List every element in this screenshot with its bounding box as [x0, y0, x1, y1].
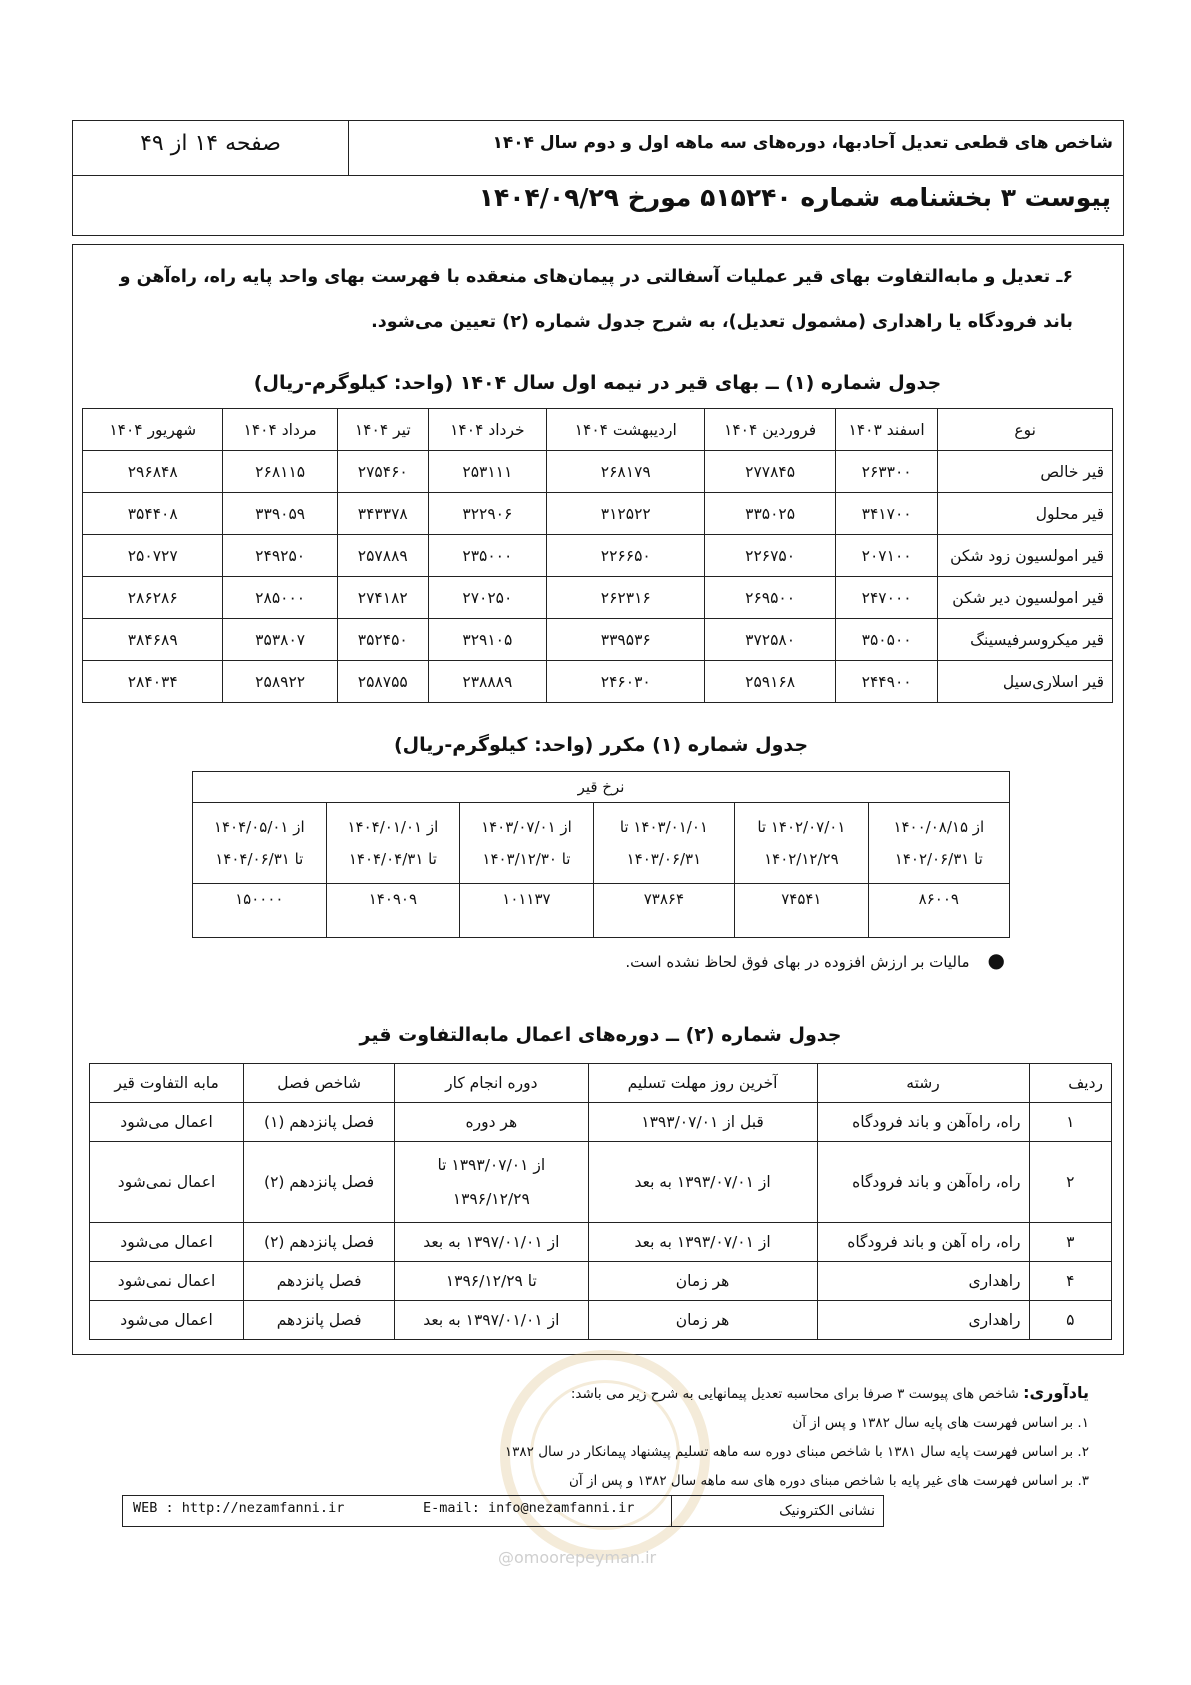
table-cell: ۲۷۴۱۸۲: [337, 577, 428, 619]
rate-value: ۷۳۸۶۴: [593, 884, 734, 938]
table-cell: ۲۵۰۷۲۷: [83, 535, 223, 577]
table-row: [83, 619, 1113, 661]
table-cell: ۲۶۲۳۱۶: [547, 577, 705, 619]
intro-line: ۶ـ تعدیل و مابه‌التفاوت بهای قیر عملیات آسفالتی در پیمان‌های منعقده با فهرست بهای واحد پایه راه، راه‌آهن و: [119, 267, 1073, 287]
work-period-cell: [395, 1142, 588, 1223]
row-number: ۳: [1029, 1223, 1111, 1262]
table-cell: ۲۵۸۹۲۲: [223, 661, 338, 703]
result-cell: اعمال می‌شود: [90, 1103, 244, 1142]
table-cell: ۲۲۶۷۵۰: [705, 535, 835, 577]
field-cell: راه، راه‌آهن و باند فرودگاه: [817, 1103, 1029, 1142]
table1-title: جدول شماره (۱) ــ بهای قیر در نیمه اول سال ۱۴۰۴ (واحد: کیلوگرم-ریال): [253, 372, 942, 394]
reminder-item: ۳. بر اساس فهرست های غیر پایه با شاخص مبنای دوره های سه ماهه سال ۱۳۸۲ و پس از آن: [569, 1473, 1089, 1489]
row-number: ۲: [1029, 1142, 1111, 1223]
column-header: نوع: [938, 409, 1113, 451]
table-header-row: [83, 409, 1113, 451]
column-header: شهریور ۱۴۰۴: [83, 409, 223, 451]
column-header: مرداد ۱۴۰۴: [223, 409, 338, 451]
reminder-item: ۲. بر اساس فهرست پایه سال ۱۳۸۱ با شاخص مبنای دوره سه ماهه تسلیم پیشنهاد پیمانکار در سال ۱۳۸۲: [504, 1444, 1089, 1460]
table-row: [83, 535, 1113, 577]
column-header: خرداد ۱۴۰۴: [428, 409, 546, 451]
table2-title: جدول شماره (۲) ــ دوره‌های اعمال مابه‌التفاوت قیر: [359, 1024, 842, 1046]
table-cell: ۲۸۵۰۰۰: [223, 577, 338, 619]
period-from: از ۱۴۰۴/۰۱/۰۱: [347, 818, 439, 836]
column-header: تیر ۱۴۰۴: [337, 409, 428, 451]
page-number: صفحه ۱۴ از ۴۹: [140, 131, 281, 156]
bitumen-difference-periods-table: [89, 1063, 1112, 1340]
deadline-cell: از ۱۳۹۳/۰۷/۰۱ به بعد: [588, 1142, 817, 1223]
website-link[interactable]: WEB : http://nezamfanni.ir: [133, 1500, 345, 1516]
bullet-icon: ●: [987, 948, 1005, 972]
table-row: [83, 493, 1113, 535]
rate-value: ۷۴۵۴۱: [735, 884, 869, 938]
deadline-cell: هر زمان: [588, 1262, 817, 1301]
deadline-cell: هر زمان: [588, 1301, 817, 1340]
bitumen-type: قیر خالص: [938, 451, 1113, 493]
column-header: آخرین روز مهلت تسلیم: [588, 1064, 817, 1103]
period-cell: [193, 803, 327, 884]
field-cell: راه، راه‌آهن و باند فرودگاه: [817, 1142, 1029, 1223]
watermark: @omoorepeyman.ir: [498, 1548, 657, 1567]
bitumen-rate-table: [192, 771, 1010, 938]
table-cell: ۳۸۴۶۸۹: [83, 619, 223, 661]
table-cell: ۲۶۸۱۱۵: [223, 451, 338, 493]
table-cell: ۲۴۴۹۰۰: [835, 661, 938, 703]
table-cell: ۲۷۷۸۴۵: [705, 451, 835, 493]
result-cell: اعمال نمی‌شود: [90, 1142, 244, 1223]
work-period-line: ۱۳۹۶/۱۲/۲۹: [452, 1190, 530, 1208]
page-number-box: [73, 121, 349, 175]
table-row: [90, 1301, 1112, 1340]
work-period-cell: هر دوره: [395, 1103, 588, 1142]
table-row: [83, 577, 1113, 619]
table-cell: ۳۵۲۴۵۰: [337, 619, 428, 661]
index-cell: فصل پانزدهم (۲): [244, 1142, 395, 1223]
period-to: تا ۱۴۰۴/۰۶/۳۱: [215, 850, 304, 868]
reminder-item: ۱. بر اساس فهرست های پایه سال ۱۳۸۲ و پس از آن: [792, 1415, 1089, 1431]
field-cell: راهداری: [817, 1262, 1029, 1301]
table-row: [90, 1223, 1112, 1262]
row-number: ۱: [1029, 1103, 1111, 1142]
group-header: نرخ قیر: [193, 772, 1010, 803]
appendix-title: پیوست ۳ بخشنامه شماره ۵۱۵۲۴۰ مورخ ۱۴۰۴/۰۹/۲۹: [478, 183, 1111, 212]
table-row: [90, 1103, 1112, 1142]
table-cell: ۲۷۰۲۵۰: [428, 577, 546, 619]
table-cell: ۲۴۶۰۳۰: [547, 661, 705, 703]
reminder-label: یادآوری:: [1023, 1383, 1089, 1402]
table-cell: ۲۶۸۱۷۹: [547, 451, 705, 493]
rate-value: ۸۶۰۰۹: [868, 884, 1009, 938]
intro-line: باند فرودگاه یا راهداری (مشمول تعدیل)، به شرح جدول شماره (۲) تعیین می‌شود.: [371, 312, 1073, 332]
period-cell: [326, 803, 460, 884]
table-cell: ۲۹۶۸۴۸: [83, 451, 223, 493]
deadline-cell: قبل از ۱۳۹۳/۰۷/۰۱: [588, 1103, 817, 1142]
column-header: ردیف: [1029, 1064, 1111, 1103]
period-row: [193, 803, 1010, 884]
table-cell: ۲۳۵۰۰۰: [428, 535, 546, 577]
table-cell: ۳۲۲۹۰۶: [428, 493, 546, 535]
table-cell: ۳۵۳۸۰۷: [223, 619, 338, 661]
rate-value: ۱۵۰۰۰۰: [193, 884, 327, 938]
rate-value: ۱۰۱۱۳۷: [460, 884, 594, 938]
table-cell: ۲۵۸۷۵۵: [337, 661, 428, 703]
bitumen-type: قیر محلول: [938, 493, 1113, 535]
table-cell: ۲۲۶۶۵۰: [547, 535, 705, 577]
work-period-cell: از ۱۳۹۷/۰۱/۰۱ به بعد: [395, 1223, 588, 1262]
period-from: ۱۴۰۳/۰۱/۰۱ تا: [619, 818, 708, 836]
index-cell: فصل پانزدهم: [244, 1262, 395, 1301]
period-cell: [735, 803, 869, 884]
table-cell: ۲۸۴۰۳۴: [83, 661, 223, 703]
table-cell: ۲۸۶۲۸۶: [83, 577, 223, 619]
table-row: [83, 661, 1113, 703]
table-row: [83, 451, 1113, 493]
period-from: از ۱۴۰۴/۰۵/۰۱: [213, 818, 305, 836]
period-cell: [868, 803, 1009, 884]
table-row: [90, 1142, 1112, 1223]
column-header: شاخص فصل: [244, 1064, 395, 1103]
column-header: اسفند ۱۴۰۳: [835, 409, 938, 451]
period-cell: [460, 803, 594, 884]
contact-label: نشانی الکترونیک: [671, 1496, 883, 1526]
reminder-intro-line: [89, 1378, 1089, 1409]
column-header: مابه التفاوت قیر: [90, 1064, 244, 1103]
table-cell: ۲۰۷۱۰۰: [835, 535, 938, 577]
vat-note: [625, 948, 1005, 972]
deadline-cell: از ۱۳۹۳/۰۷/۰۱ به بعد: [588, 1223, 817, 1262]
document-header: [72, 120, 1124, 236]
table-cell: ۳۷۲۵۸۰: [705, 619, 835, 661]
table1-rep-title: جدول شماره (۱) مکرر (واحد: کیلوگرم-ریال): [393, 734, 809, 756]
vat-note-text: مالیات بر ارزش افزوده در بهای فوق لحاظ نشده است.: [625, 953, 970, 971]
table-cell: ۳۴۱۷۰۰: [835, 493, 938, 535]
table-cell: ۳۳۹۰۵۹: [223, 493, 338, 535]
bitumen-type: قیر اسلاری‌سیل: [938, 661, 1113, 703]
row-number: ۵: [1029, 1301, 1111, 1340]
index-cell: فصل پانزدهم: [244, 1301, 395, 1340]
period-from: از ۱۴۰۳/۰۷/۰۱: [481, 818, 572, 836]
reminder-section: [89, 1378, 1089, 1496]
work-period-line: از ۱۳۹۳/۰۷/۰۱ تا: [437, 1156, 546, 1174]
column-header: رشته: [817, 1064, 1029, 1103]
period-to: تا ۱۴۰۳/۱۲/۳۰: [482, 850, 571, 868]
work-period-cell: تا ۱۳۹۶/۱۲/۲۹: [395, 1262, 588, 1301]
rate-value: ۱۴۰۹۰۹: [326, 884, 460, 938]
field-cell: راه، راه آهن و باند فرودگاه: [817, 1223, 1029, 1262]
period-cell: [593, 803, 734, 884]
table-cell: ۳۴۳۳۷۸: [337, 493, 428, 535]
contact-box: [122, 1495, 884, 1527]
period-to: ۱۴۰۲/۱۲/۲۹: [764, 850, 839, 868]
value-row: [193, 884, 1010, 938]
row-number: ۴: [1029, 1262, 1111, 1301]
period-from: ۱۴۰۲/۰۷/۰۱ تا: [757, 818, 846, 836]
table-cell: ۲۶۳۳۰۰: [835, 451, 938, 493]
table-cell: ۳۵۰۵۰۰: [835, 619, 938, 661]
period-to: ۱۴۰۳/۰۶/۳۱: [626, 850, 702, 868]
bitumen-type: قیر امولسیون زود شکن: [938, 535, 1113, 577]
bitumen-type: قیر امولسیون دیر شکن: [938, 577, 1113, 619]
reminder-intro: شاخص های پیوست ۳ صرفا برای محاسبه تعدیل پیمانهایی به شرح زیر می باشد:: [570, 1386, 1019, 1402]
table-cell: ۲۷۵۴۶۰: [337, 451, 428, 493]
intro-paragraph: [93, 255, 1073, 345]
bitumen-type: قیر میکروسرفیسینگ: [938, 619, 1113, 661]
table-header-row: [90, 1064, 1112, 1103]
header-title: شاخص های قطعی تعدیل آحادبها، دوره‌های سه ماهه اول و دوم سال ۱۴۰۴: [492, 133, 1113, 153]
table-cell: ۲۳۸۸۸۹: [428, 661, 546, 703]
table-cell: ۲۵۳۱۱۱: [428, 451, 546, 493]
column-header: اردیبهشت ۱۴۰۴: [547, 409, 705, 451]
table-cell: ۲۵۹۱۶۸: [705, 661, 835, 703]
work-period-cell: از ۱۳۹۷/۰۱/۰۱ به بعد: [395, 1301, 588, 1340]
column-header: فروردین ۱۴۰۴: [705, 409, 835, 451]
index-cell: فصل پانزدهم (۱): [244, 1103, 395, 1142]
table-cell: ۲۶۹۵۰۰: [705, 577, 835, 619]
table-cell: ۳۳۵۰۲۵: [705, 493, 835, 535]
result-cell: اعمال نمی‌شود: [90, 1262, 244, 1301]
table-header-row: [193, 772, 1010, 803]
table-cell: ۲۴۷۰۰۰: [835, 577, 938, 619]
table-cell: ۳۳۹۵۳۶: [547, 619, 705, 661]
period-from: از ۱۴۰۰/۰۸/۱۵: [893, 818, 985, 836]
column-header: دوره انجام کار: [395, 1064, 588, 1103]
header-row-top: [73, 121, 1123, 176]
index-cell: فصل پانزدهم (۲): [244, 1223, 395, 1262]
table-cell: ۲۴۹۲۵۰: [223, 535, 338, 577]
email-link[interactable]: E-mail: info@nezamfanni.ir: [423, 1500, 635, 1516]
result-cell: اعمال می‌شود: [90, 1223, 244, 1262]
period-to: تا ۱۴۰۲/۰۶/۳۱: [894, 850, 983, 868]
table-cell: ۲۵۷۸۸۹: [337, 535, 428, 577]
period-to: تا ۱۴۰۴/۰۴/۳۱: [348, 850, 437, 868]
table-cell: ۳۲۹۱۰۵: [428, 619, 546, 661]
bitumen-price-table: [82, 408, 1113, 703]
table-row: [90, 1262, 1112, 1301]
table-cell: ۳۵۴۴۰۸: [83, 493, 223, 535]
result-cell: اعمال می‌شود: [90, 1301, 244, 1340]
field-cell: راهداری: [817, 1301, 1029, 1340]
table-cell: ۳۱۲۵۲۲: [547, 493, 705, 535]
